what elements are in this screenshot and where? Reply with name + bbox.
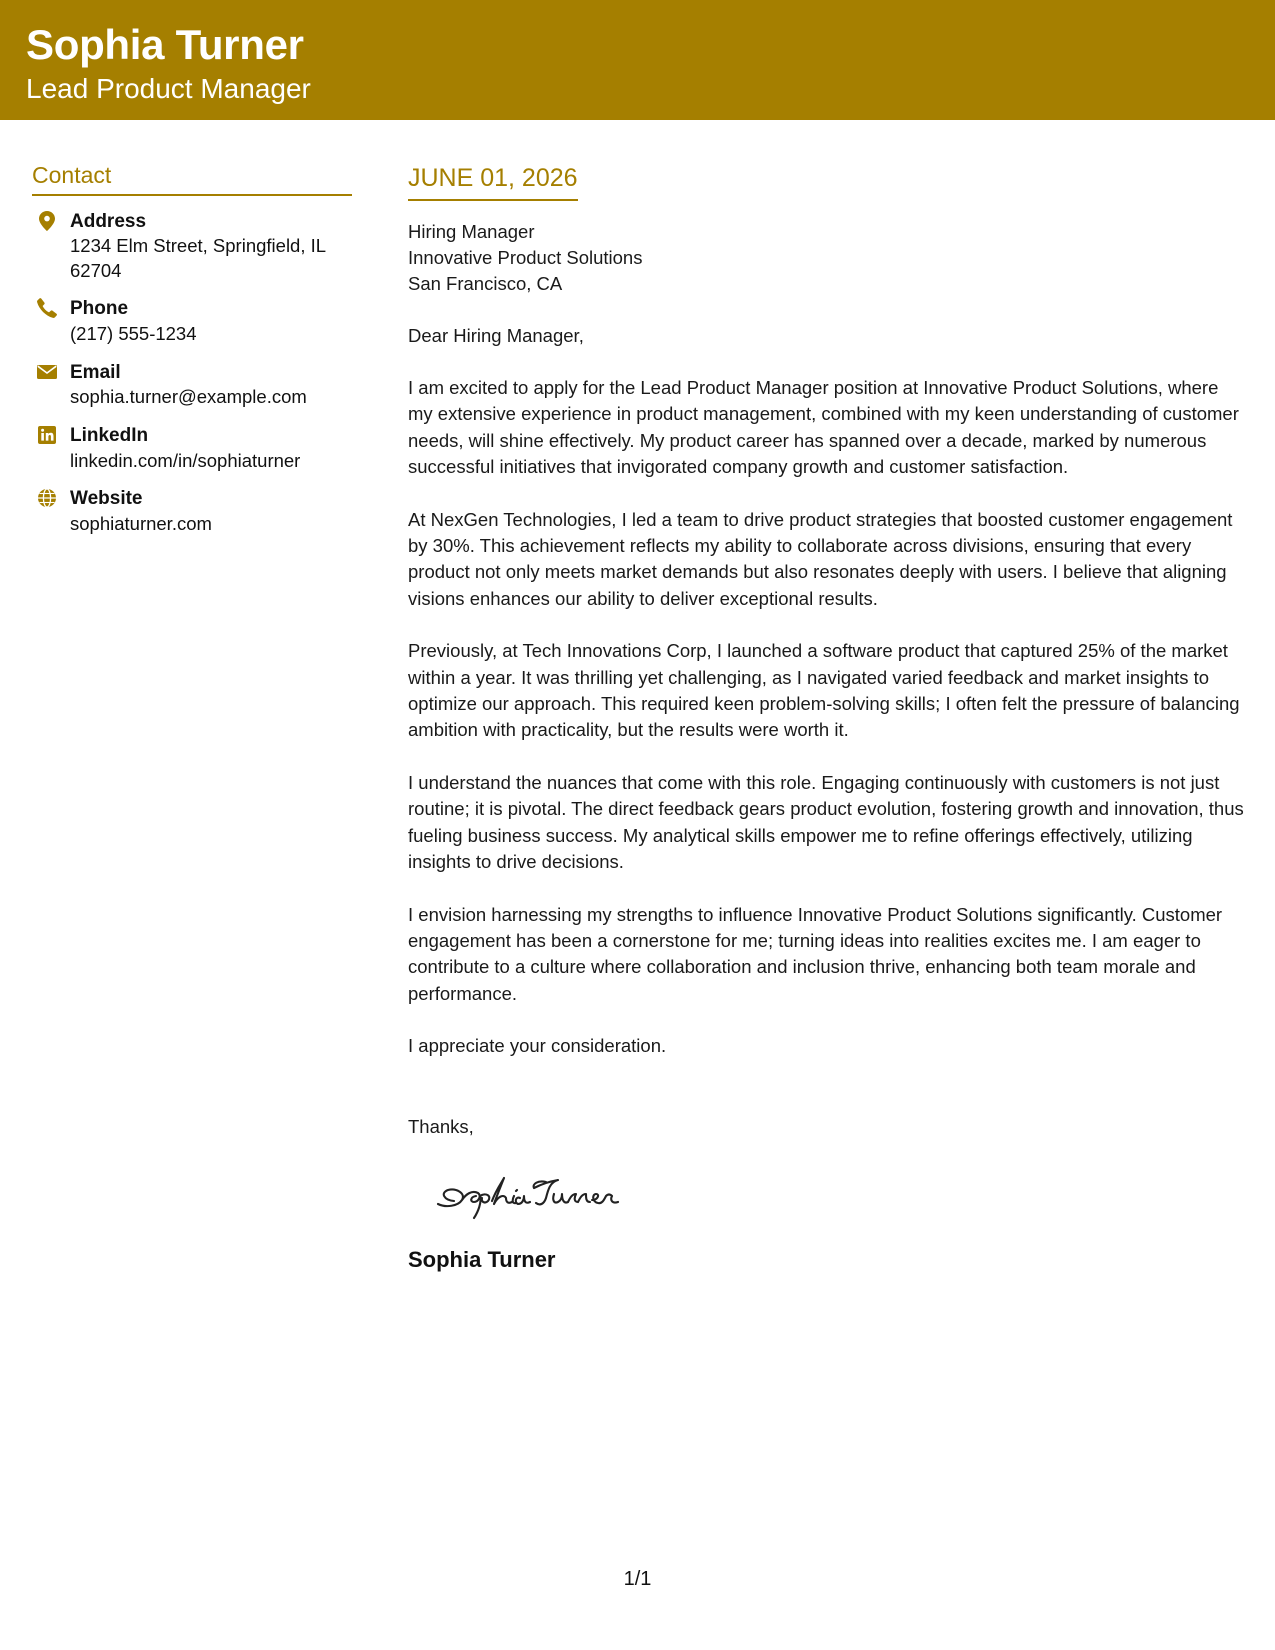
contact-heading: Contact [32, 162, 352, 196]
letter-date: JUNE 01, 2026 [408, 163, 578, 201]
phone-icon [36, 297, 58, 319]
signature-image [428, 1160, 668, 1220]
recipient-line: Innovative Product Solutions [408, 247, 643, 268]
map-pin-icon [36, 210, 58, 232]
contact-item-website [32, 487, 352, 536]
applicant-title: Lead Product Manager [26, 73, 311, 104]
globe-icon [36, 487, 58, 509]
salutation: Dear Hiring Manager, [408, 325, 584, 346]
website-label: Website [70, 488, 143, 510]
phone-value[interactable]: (217) 555-1234 [70, 323, 197, 345]
recipient-line: Hiring Manager [408, 221, 535, 242]
phone-label: Phone [70, 298, 129, 320]
linkedin-icon [36, 424, 58, 446]
contact-item-linkedin [32, 424, 352, 473]
address-value: 1234 Elm Street, Springfield, IL 62704 [70, 235, 326, 281]
page-number: 1/1 [623, 1568, 652, 1590]
email-label: Email [70, 361, 121, 383]
linkedin-label: LinkedIn [70, 425, 149, 447]
linkedin-value[interactable]: linkedin.com/in/sophiaturner [70, 449, 301, 471]
body-paragraph: I am excited to apply for the Lead Product Manager position at Innovative Product Solutions, where my extensive experience in product management, combined with my keen understanding of customer needs, will shine effectively. My product career has spanned over a decade, marked by numerous successful initiatives that invigorated company growth and customer satisfaction. [408, 377, 1239, 478]
contact-item-address [32, 210, 352, 284]
body-paragraph: I understand the nuances that come with this role. Engaging continuously with customers is not just routine; it is pivotal. The direct feedback gears product evolution, fostering growth and innovation, thus fueling business success. My analytical skills empower me to refine offerings effectively, utilizing insights to drive decisions. [408, 771, 1244, 873]
address-label: Address [70, 210, 147, 232]
envelope-icon [36, 361, 58, 383]
body-paragraph: At NexGen Technologies, I led a team to drive product strategies that boosted customer engagement by 30%. This achievement reflects my ability to collaborate across divisions, ensuring that every product not only meets market demands but also resonates deeply with users. I believe that aligning visions enhances our ability to deliver exceptional results. [408, 508, 1233, 609]
contact-sidebar [32, 162, 352, 551]
body-paragraph: Previously, at Tech Innovations Corp, I launched a software product that captured 25% of the market within a year. It was thrilling yet challenging, as I navigated varied feedback and market insights to optimize our approach. This required keen problem-solving skills; I often felt the pressure of balancing ambition with practicality, but the results were worth it. [408, 640, 1240, 741]
closing-line: Thanks, [408, 1115, 474, 1137]
contact-item-phone [32, 297, 352, 346]
body-paragraph: I envision harnessing my strengths to influence Innovative Product Solutions significantly. Customer engagement has been a cornerstone for me; turning ideas into realities excites me. I am eager to contribute to a culture where collaboration and inclusion thrive, enhancing both team morale and performance. [408, 903, 1223, 1004]
recipient-line: San Francisco, CA [408, 273, 563, 294]
email-value[interactable]: sophia.turner@example.com [70, 386, 307, 408]
body-paragraph: I appreciate your consideration. [408, 1035, 667, 1057]
website-value[interactable]: sophiaturner.com [70, 513, 212, 534]
recipient-block [408, 219, 1248, 297]
signer-name: Sophia Turner [408, 1246, 556, 1272]
letter-body [408, 163, 1248, 1273]
contact-item-email [32, 361, 352, 410]
header-banner [0, 0, 1275, 120]
applicant-name: Sophia Turner [26, 21, 304, 68]
